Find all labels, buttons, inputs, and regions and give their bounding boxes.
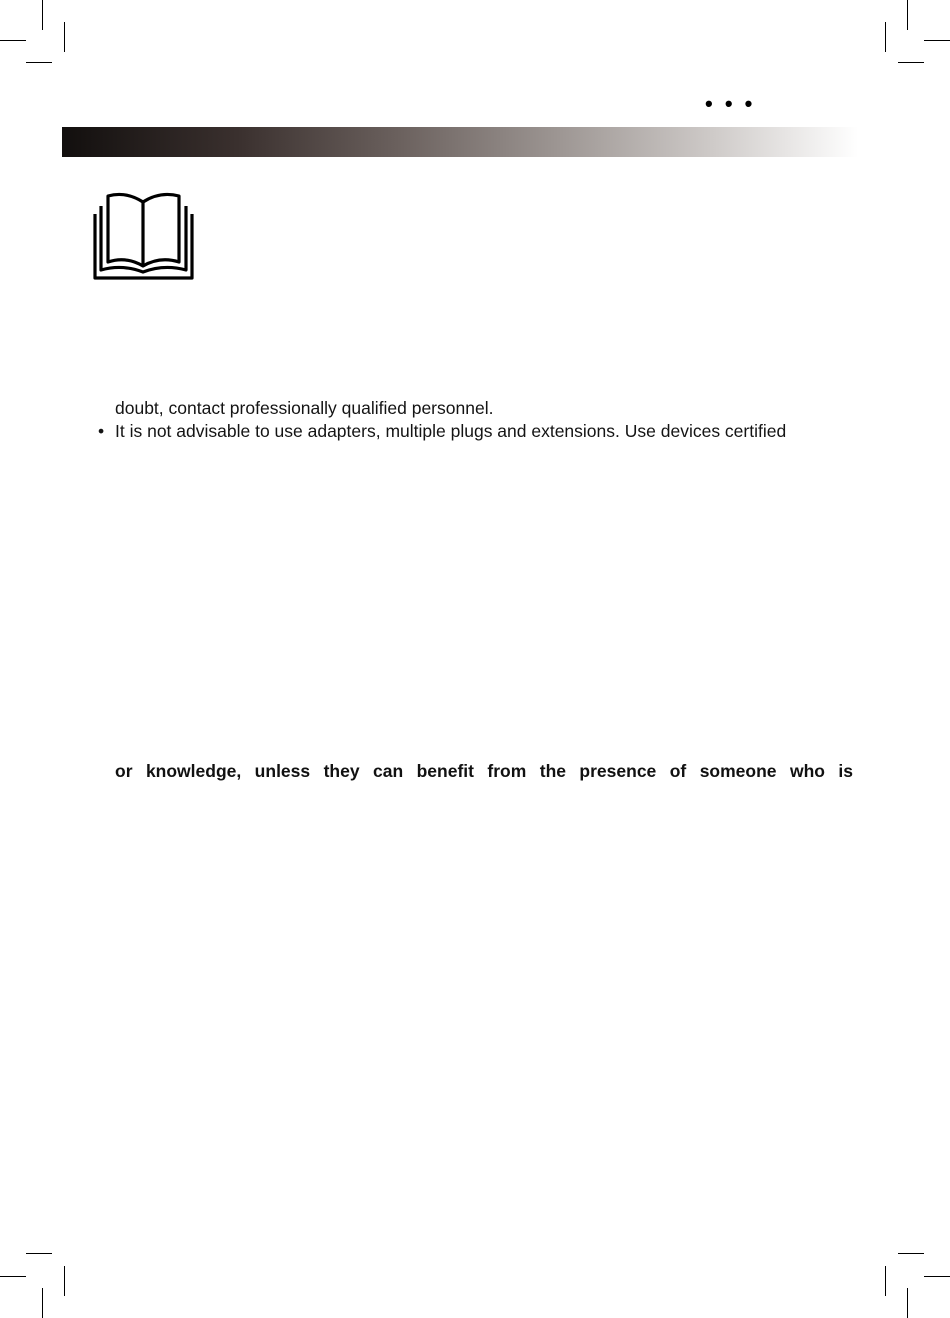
crop-mark-top-right-h bbox=[924, 40, 950, 41]
crop-mark-top-left-v bbox=[42, 0, 43, 30]
crop-mark-bottom-left-h bbox=[0, 1276, 26, 1277]
header-gradient-band bbox=[62, 127, 858, 157]
crop-mark-top-left-h2 bbox=[26, 62, 52, 63]
crop-mark-top-right-v2 bbox=[885, 22, 886, 52]
crop-mark-bottom-right-v bbox=[907, 1288, 908, 1318]
crop-mark-top-right-v bbox=[907, 0, 908, 30]
warning-line-knowledge: or knowledge, unless they can benefit from the presence of someone who is bbox=[115, 761, 853, 781]
crop-mark-bottom-right-h2 bbox=[898, 1253, 924, 1254]
crop-mark-top-right-h2 bbox=[898, 62, 924, 63]
crop-mark-bottom-right-v2 bbox=[885, 1266, 886, 1296]
paragraph-line-doubt: doubt, contact professionally qualified personnel. bbox=[115, 398, 494, 418]
bullet-item-text: It is not advisable to use adapters, multiple plugs and extensions. Use devices certified bbox=[115, 421, 787, 441]
crop-mark-bottom-right-h bbox=[924, 1276, 950, 1277]
crop-mark-bottom-left-h2 bbox=[26, 1253, 52, 1254]
crop-mark-bottom-left-v bbox=[42, 1288, 43, 1318]
open-book-icon bbox=[93, 192, 194, 280]
bullet-item-adapters bbox=[98, 420, 786, 442]
ellipsis-marker: • • • bbox=[705, 91, 756, 116]
crop-mark-top-left-v2 bbox=[64, 22, 65, 52]
crop-mark-top-left-h bbox=[0, 40, 26, 41]
bullet-symbol: • bbox=[98, 421, 105, 441]
crop-mark-bottom-left-v2 bbox=[64, 1266, 65, 1296]
